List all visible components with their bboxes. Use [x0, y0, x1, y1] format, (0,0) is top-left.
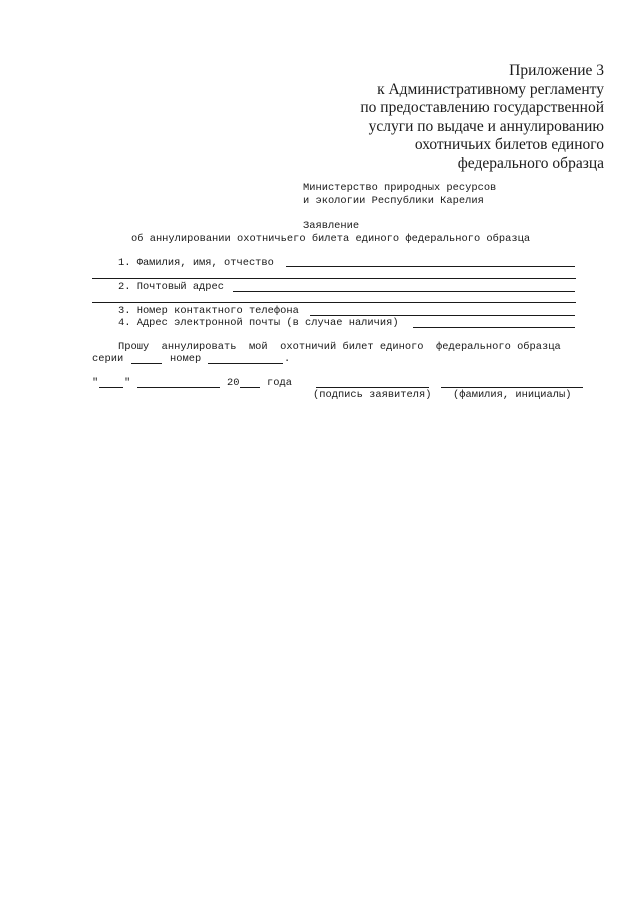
- field-postal-address-line[interactable]: [233, 291, 575, 292]
- date-quote-close: ": [124, 377, 131, 389]
- document-title: Заявление: [303, 220, 360, 232]
- field-email-label: 4. Адрес электронной почты (в случае наличия): [118, 317, 399, 329]
- name-initials-field[interactable]: [441, 387, 583, 388]
- signature-field[interactable]: [316, 387, 429, 388]
- field-postal-address-line-2[interactable]: [92, 302, 576, 303]
- appendix-line: Приложение 3: [509, 62, 604, 79]
- appendix-line: по предоставлению государственной: [360, 99, 604, 117]
- number-field[interactable]: [208, 363, 283, 364]
- request-series-label: серии: [92, 353, 124, 365]
- field-full-name-line-2[interactable]: [92, 278, 576, 279]
- date-year-field[interactable]: [240, 387, 260, 388]
- series-field[interactable]: [131, 363, 162, 364]
- appendix-line: охотничьих билетов единого: [414, 136, 604, 154]
- date-day-field[interactable]: [99, 387, 123, 388]
- request-period: .: [284, 353, 291, 365]
- addressee-line-1: Министерство природных ресурсов: [303, 182, 497, 194]
- field-email-line[interactable]: [413, 327, 575, 328]
- date-year-prefix: 20: [227, 377, 240, 389]
- appendix-line: услуги по выдаче и аннулированию: [368, 117, 604, 135]
- name-initials-caption: (фамилия, инициалы): [453, 389, 572, 401]
- field-full-name-label: 1. Фамилия, имя, отчество: [118, 257, 274, 269]
- field-phone-label: 3. Номер контактного телефона: [118, 305, 299, 317]
- field-postal-address-label: 2. Почтовый адрес: [118, 281, 225, 293]
- addressee-line-2: и экологии Республики Карелия: [303, 195, 484, 207]
- appendix-line: федерального образца: [457, 154, 604, 172]
- date-quote-open: ": [92, 377, 99, 389]
- field-full-name-line[interactable]: [286, 266, 575, 267]
- date-year-suffix: года: [267, 377, 292, 389]
- appendix-line: к Административному регламенту: [377, 80, 604, 98]
- request-text: Прошу аннулировать мой охотничий билет единого федерального образца: [118, 341, 561, 353]
- signature-caption: (подпись заявителя): [313, 389, 432, 401]
- appendix-header: [304, 62, 604, 174]
- document-subtitle: об аннулировании охотничьего билета единого федерального образца: [131, 233, 531, 245]
- date-month-field[interactable]: [137, 387, 220, 388]
- field-phone-line[interactable]: [310, 315, 575, 316]
- request-number-label: номер: [170, 353, 202, 365]
